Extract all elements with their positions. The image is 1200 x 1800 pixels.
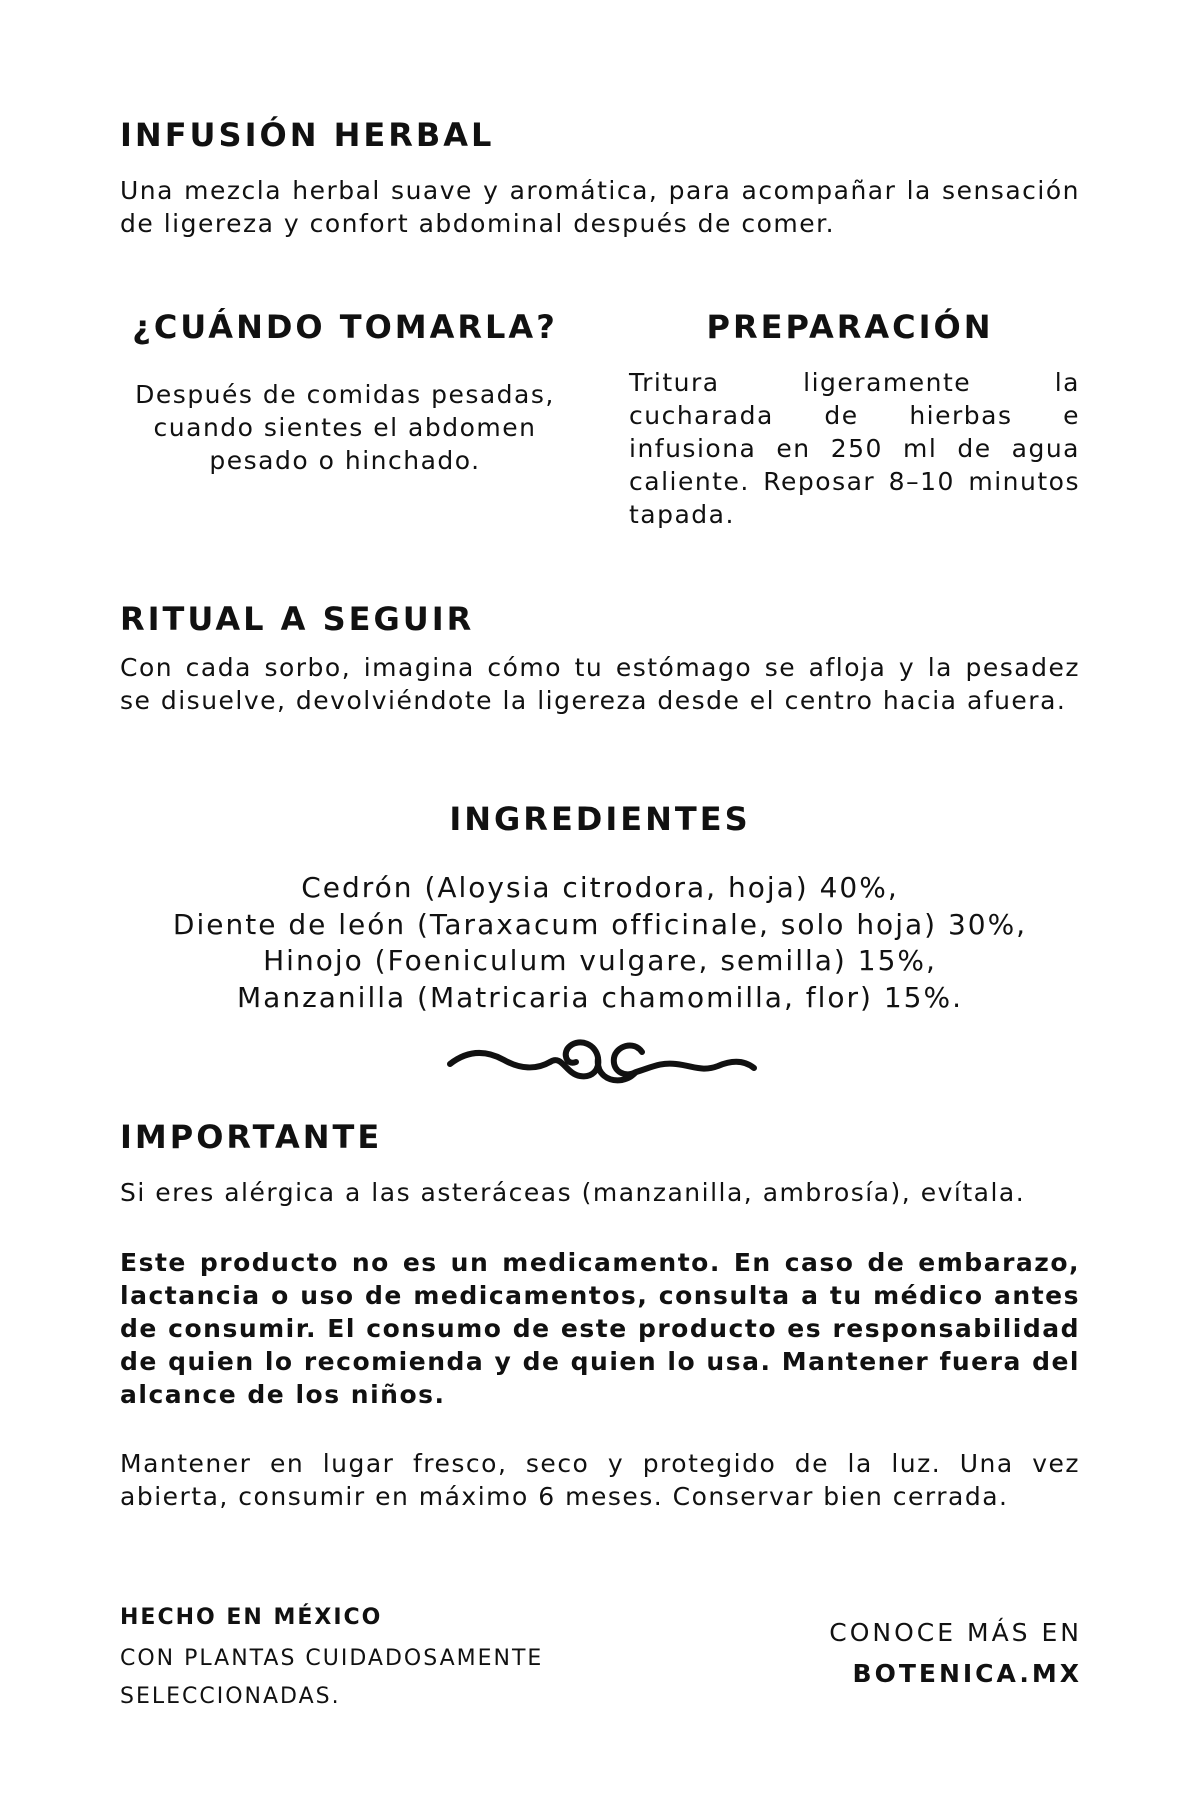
infusion-description: Una mezcla herbal suave y aromática, para acompañar la sensación de ligereza y confort abdominal después de comer.: [120, 176, 1080, 238]
learn-more-label: CONOCE MÁS EN: [829, 1618, 1082, 1647]
allergy-note: Si eres alérgica a las asteráceas (manzanilla, ambrosía), evítala.: [120, 1178, 1026, 1207]
ingredient-item: Diente de león (Taraxacum officinale, solo hoja) 30%,: [172, 907, 1028, 941]
ritual-title: RITUAL A SEGUIR: [120, 600, 475, 638]
preparation-text: Tritura ligeramente la cucharada de hierbas e infusiona en 250 ml de agua caliente. Reposar 8–10 minutos tapada.: [629, 368, 1080, 529]
made-in-label: HECHO EN MÉXICO: [120, 1605, 383, 1630]
when-to-take-text: Después de comidas pesadas, cuando sientes el abdomen pesado o hinchado.: [135, 380, 555, 475]
medical-warning: Este producto no es un medicamento. En caso de embarazo, lactancia o uso de medicamentos, consulta a tu médico antes de consumir. El consumo de este producto es responsabilidad de quien lo recomienda y de quien lo usa. Mantener fuera del alcance de los niños.: [120, 1248, 1080, 1409]
storage-instructions: Mantener en lugar fresco, seco y protegido de la luz. Una vez abierta, consumir en máximo 6 meses. Conservar bien cerrada.: [120, 1449, 1080, 1511]
ingredient-item: Cedrón (Aloysia citrodora, hoja) 40%,: [301, 871, 899, 904]
ritual-text: Con cada sorbo, imagina cómo tu estómago se afloja y la pesadez se disuelve, devolviéndote la ligereza desde el centro hacia afuera.: [120, 653, 1080, 715]
swirl-ornament-icon: [446, 1026, 758, 1090]
when-to-take-title: ¿CUÁNDO TOMARLA?: [132, 308, 558, 346]
preparation-title: PREPARACIÓN: [706, 308, 994, 346]
ingredient-item: Hinojo (Foeniculum vulgare, semilla) 15%,: [263, 944, 937, 977]
ingredients-list: [0, 870, 1200, 1016]
plants-note: CON PLANTAS CUIDADOSAMENTE SELECCIONADAS.: [120, 1646, 544, 1709]
important-title: IMPORTANTE: [120, 1118, 383, 1156]
ingredient-item: Manzanilla (Matricaria chamomilla, flor) 15%.: [237, 980, 963, 1014]
infusion-title: INFUSIÓN HERBAL: [120, 116, 495, 154]
website-link[interactable]: BOTENICA.MX: [852, 1659, 1082, 1688]
ingredients-title: INGREDIENTES: [449, 800, 751, 838]
